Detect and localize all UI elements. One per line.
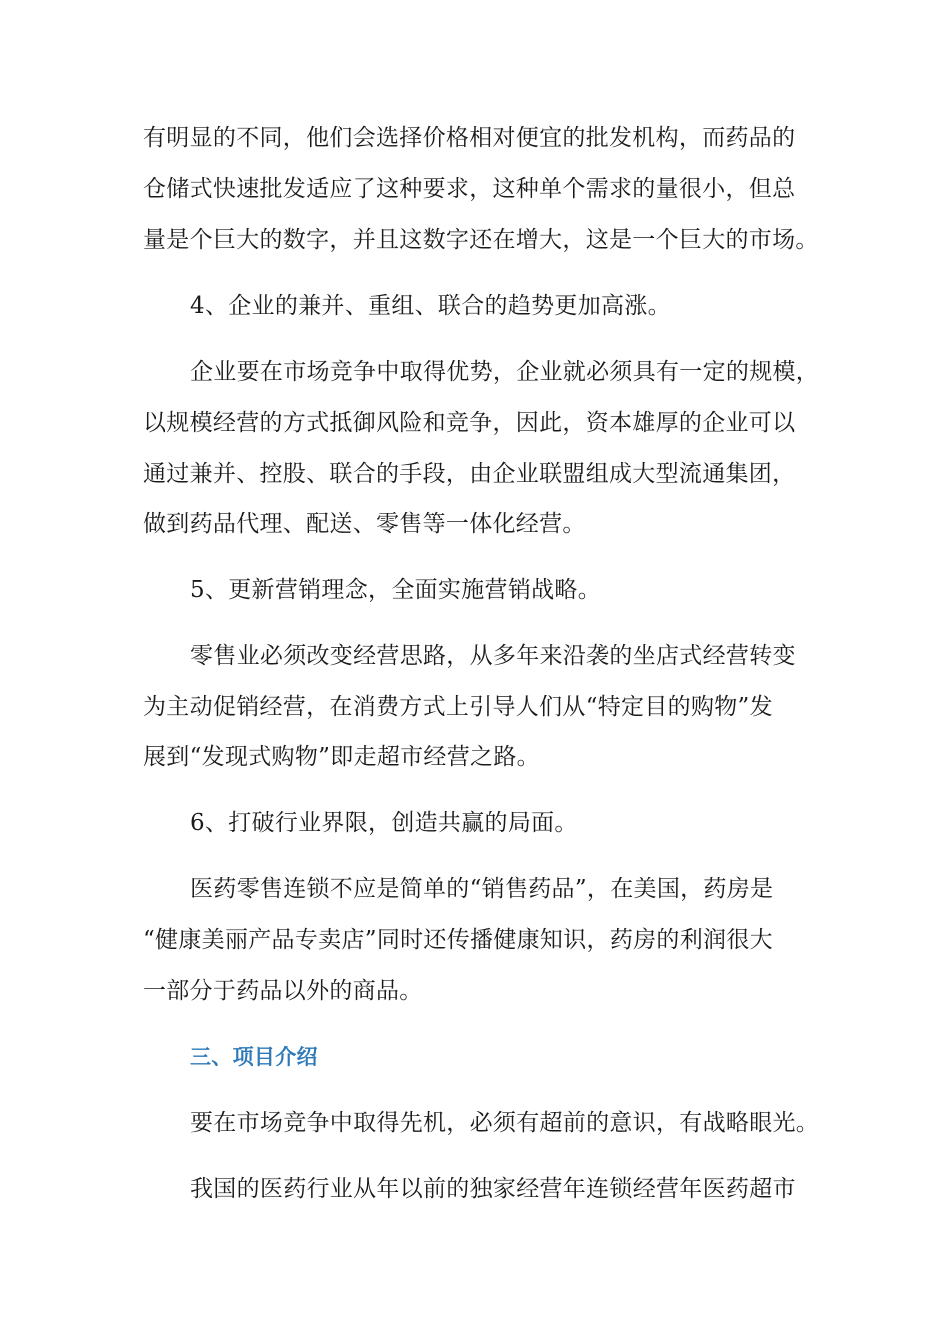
paragraph-line: 展到“发现式购物”即走超市经营之路。 bbox=[143, 744, 540, 770]
section-item-6: 6、打破行业界限，创造共赢的局面。 bbox=[190, 810, 578, 836]
paragraph-line: 为主动促销经营，在消费方式上引导人们从“特定目的购物”发 bbox=[143, 694, 773, 720]
paragraph-line: 医药零售连锁不应是简单的“销售药品”，在美国，药房是 bbox=[190, 876, 774, 902]
section-heading-project-intro: 三、项目介绍 bbox=[190, 1045, 318, 1069]
paragraph-line: 一部分于药品以外的商品。 bbox=[143, 978, 423, 1004]
paragraph-line: 我国的医药行业从年以前的独家经营年连锁经营年医药超市 bbox=[190, 1176, 796, 1202]
paragraph-line: 有明显的不同，他们会选择价格相对便宜的批发机构，而药品的 bbox=[143, 125, 796, 151]
paragraph-line: 通过兼并、控股、联合的手段，由企业联盟组成大型流通集团， bbox=[143, 461, 796, 487]
paragraph-line: 仓储式快速批发适应了这种要求，这种单个需求的量很小，但总 bbox=[143, 176, 796, 202]
paragraph-line: “健康美丽产品专卖店”同时还传播健康知识，药房的利润很大 bbox=[143, 927, 773, 953]
paragraph-line: 以规模经营的方式抵御风险和竞争，因此，资本雄厚的企业可以 bbox=[143, 410, 796, 436]
paragraph-line: 量是个巨大的数字，并且这数字还在增大，这是一个巨大的市场。 bbox=[143, 227, 819, 253]
paragraph-line: 做到药品代理、配送、零售等一体化经营。 bbox=[143, 511, 586, 537]
paragraph-line: 零售业必须改变经营思路，从多年来沿袭的坐店式经营转变 bbox=[190, 643, 796, 669]
section-item-5: 5、更新营销理念，全面实施营销战略。 bbox=[190, 577, 602, 603]
section-item-4: 4、企业的兼并、重组、联合的趋势更加高涨。 bbox=[190, 293, 671, 319]
paragraph-line: 企业要在市场竞争中取得优势，企业就必须具有一定的规模， bbox=[190, 359, 820, 385]
paragraph-line: 要在市场竞争中取得先机，必须有超前的意识，有战略眼光。 bbox=[190, 1110, 820, 1136]
